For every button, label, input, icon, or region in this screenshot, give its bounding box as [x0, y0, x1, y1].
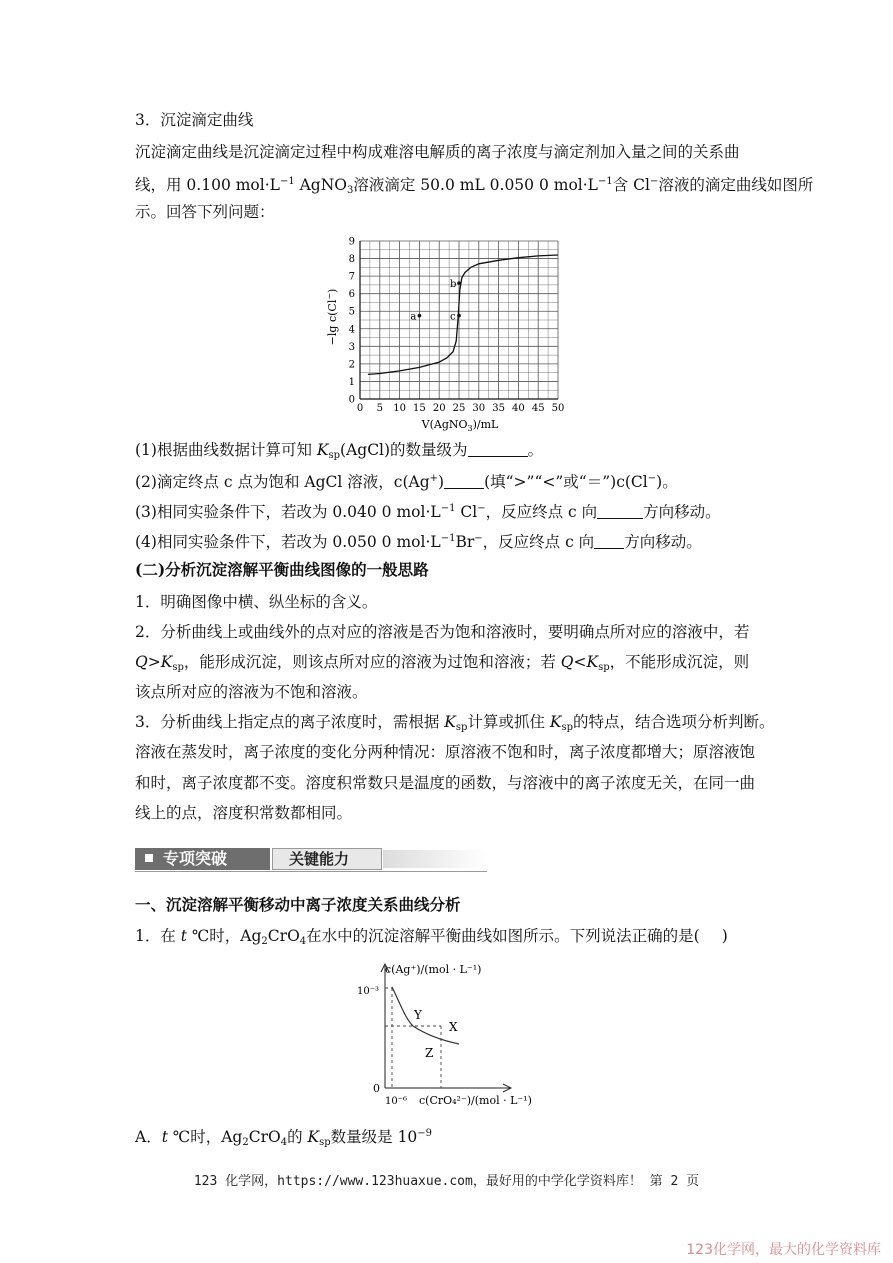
- chart-ticks: [349, 237, 565, 415]
- titration-curve: [368, 255, 558, 374]
- answer-blank: [597, 504, 643, 519]
- banner-fade: [383, 850, 487, 868]
- answer-blank: [468, 442, 528, 457]
- x-tick-label: 25: [452, 403, 466, 414]
- question-4: (4)相同实验条件下，若改为 0.050 0 $mol\cdot L^{-1}Br^-$，反应终点 c 向 方向移动。: [135, 533, 702, 551]
- titration-chart: [320, 232, 570, 432]
- x-tick-label: 5: [376, 403, 383, 414]
- step-3-line-1: 3．分析曲线上指定点的离子浓度时，需根据 $K_{sp}$计算或抓住 $K_{sp}$的特点，结合选项分析判断。: [135, 713, 775, 733]
- y-tick-label: 2: [348, 359, 355, 371]
- point-label-b: b: [450, 279, 457, 291]
- point-label-z: Z: [425, 1046, 434, 1060]
- intro-line-1: 沉淀滴定曲线是沉淀滴定过程中构成难溶电解质的离子浓度与滴定剂加入量之间的关系曲: [135, 143, 740, 161]
- x-tick-label: 20: [432, 403, 446, 414]
- step-2-line-3: 该点所对应的溶液为不饱和溶液。: [135, 683, 368, 701]
- x-tick-label: 0: [356, 403, 364, 414]
- question-1: (1)根据曲线数据计算可知 $K_{sp}(AgCl)$的数量级为 。: [135, 441, 544, 461]
- x-tick-label: 10: [393, 403, 406, 414]
- answer-blank: [444, 474, 484, 489]
- section-heading: (二)分析沉淀溶解平衡曲线图像的一般思路: [135, 560, 429, 579]
- y-tick-label: 5: [348, 306, 355, 318]
- step-2-line-1: 2．分析曲线上或曲线外的点对应的溶液是否为饱和溶液时，要明确点所对应的溶液中，若: [135, 623, 750, 641]
- point-label-y: Y: [414, 1008, 422, 1022]
- y-tick-label: 10⁻³: [357, 986, 380, 997]
- data-point-b: [457, 281, 461, 285]
- x-tick-label: 30: [472, 403, 486, 414]
- watermark: 123化学网，最大的化学资料库: [686, 1242, 881, 1258]
- x-tick-label: 15: [413, 403, 426, 414]
- y-tick-label: 6: [348, 289, 355, 301]
- x-tick-label: 45: [531, 403, 545, 414]
- point-label-c: c: [450, 311, 456, 323]
- chart-grid: [360, 241, 558, 399]
- divider: [135, 871, 487, 872]
- problem-1: 1．在 t ℃时，$Ag_2CrO_4$在水中的沉淀溶解平衡曲线如图所示。下列说法正确的是( ): [135, 927, 728, 947]
- intro-line-2: 线，用 0.100 $mol\cdot L^{-1}$ AgNO$_3$溶液滴定 50.0 mL 0.050 0 $mol\cdot L^{-1}$含 Cl−溶液的滴定曲线如图所: [135, 176, 814, 196]
- y-tick-label: 1: [348, 376, 355, 388]
- y-tick-label: 8: [348, 254, 355, 266]
- step-3-line-4: 线上的点，溶度积常数都相同。: [135, 804, 353, 822]
- x-axis-label: V(AgNO$_3$)/mL: [421, 418, 499, 432]
- y-tick-label: 7: [348, 271, 355, 283]
- step-3-line-2: 溶液在蒸发时，离子浓度的变化分两种情况：原溶液不饱和时，离子浓度都增大；原溶液饱: [135, 743, 756, 761]
- question-3: (3)相同实验条件下，若改为 0.040 0 $mol\cdot L^{-1}$ Cl−，反应终点 c 向 方向移动。: [135, 503, 721, 521]
- data-point-a: [418, 314, 422, 318]
- chart-series: [368, 255, 558, 374]
- answer-blank: [594, 534, 624, 549]
- y-tick-label: 4: [348, 324, 355, 336]
- section-banner: [135, 846, 487, 872]
- origin-label: 0: [373, 1082, 380, 1095]
- x-axis-label: c(CrO₄²⁻)/(mol · L⁻¹): [419, 1094, 532, 1107]
- point-label-a: a: [410, 311, 417, 323]
- banner-primary: 专项突破: [135, 848, 270, 870]
- step-3-line-3: 和时，离子浓度都不变。溶度积常数只是温度的函数，与溶液中的离子浓度无关，在同一曲: [135, 774, 756, 792]
- section-title: 3．沉淀滴定曲线: [135, 111, 254, 129]
- x-tick-label: 35: [492, 403, 505, 414]
- y-axis-label: −lg c(Cl−): [325, 288, 339, 346]
- page-footer: 123 化学网，https://www.123huaxue.com，最好用的中学化学资料库！ 第 2 页: [193, 1174, 700, 1189]
- step-2-line-2: $Q>K_{sp}$，能形成沉淀，则该点所对应的溶液为过饱和溶液；若 $Q<K_{sp}$，不能形成沉淀，则: [135, 653, 750, 673]
- option-a: A．t ℃时，$Ag_2CrO_4$的 $K_{sp}$数量级是 $10^{-9}$: [135, 1128, 433, 1148]
- data-point-c: [457, 314, 461, 318]
- y-tick-label: 9: [348, 236, 355, 248]
- y-tick-label: 0: [348, 394, 355, 406]
- guide-lines: [385, 988, 441, 1088]
- part-heading: 一、沉淀溶解平衡移动中离子浓度关系曲线分析: [135, 895, 461, 914]
- square-bullet-icon: [145, 854, 153, 862]
- y-axis-label: c(Ag⁺)/(mol · L⁻¹): [385, 963, 482, 976]
- y-tick-label: 3: [348, 341, 355, 353]
- step-1: 1．明确图像中横、纵坐标的含义。: [135, 593, 378, 611]
- banner-secondary: 关键能力: [272, 848, 382, 870]
- solubility-chart: [345, 958, 545, 1110]
- solubility-curve: [392, 987, 459, 1044]
- intro-line-3: 示。回答下列问题：: [135, 203, 275, 221]
- point-label-x: X: [449, 1020, 458, 1034]
- x-tick-label: 50: [551, 403, 565, 414]
- question-2: (2)滴定终点 c 点为饱和 AgCl 溶液，c(Ag+) (填“>”“<”或“＝”)c(Cl−)。: [135, 473, 678, 491]
- x-tick-label: 40: [512, 403, 525, 414]
- chart-axes: [381, 964, 511, 1092]
- x-tick-label: 10⁻⁶: [385, 1096, 408, 1107]
- chart-points: [410, 279, 460, 322]
